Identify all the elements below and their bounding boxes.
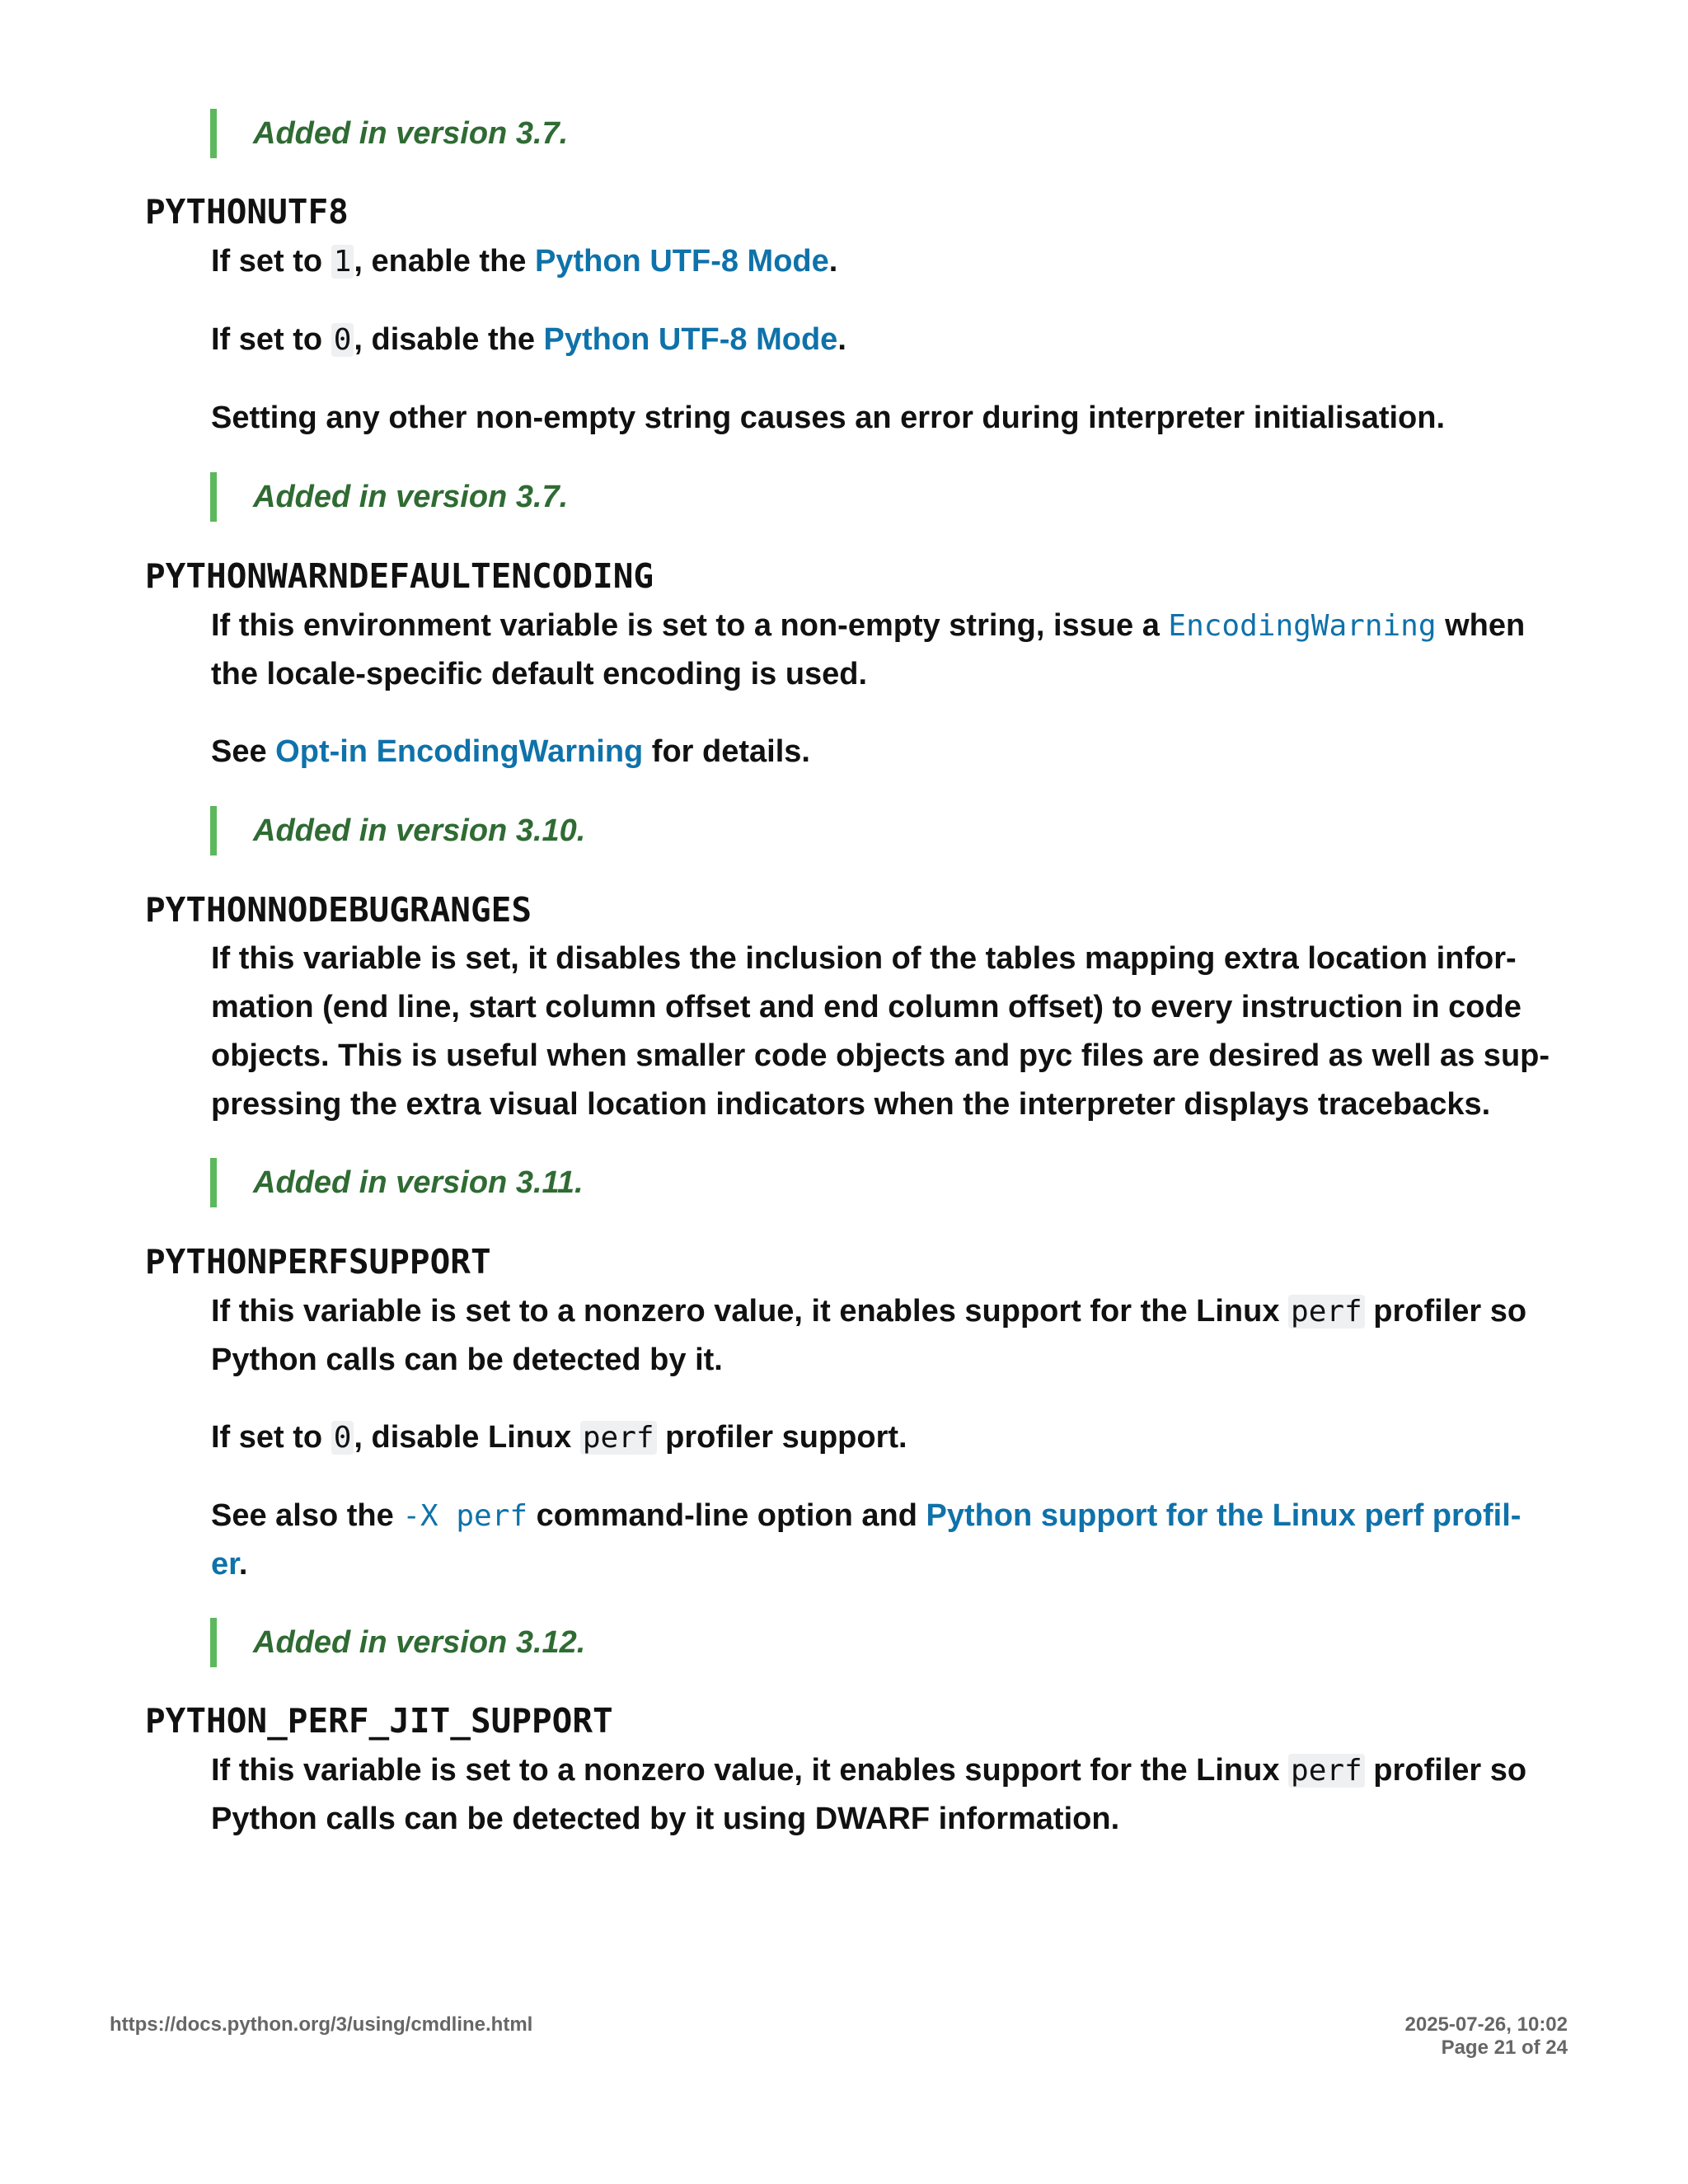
perfjit-paragraph bbox=[211, 1746, 1538, 1844]
version-added-note: Added in version 3.7. bbox=[210, 109, 568, 158]
text: command-line option and bbox=[528, 1498, 926, 1533]
inline-code: perf bbox=[1288, 1754, 1365, 1788]
inline-code: 0 bbox=[331, 323, 354, 357]
perf-paragraph-2 bbox=[211, 1413, 1538, 1462]
link-python-perf-profiler[interactable]: Python support for the Linux perf profil- bbox=[926, 1498, 1522, 1533]
text: Python calls can be detected by it. bbox=[211, 1343, 723, 1377]
env-var-pythonutf8: PYTHONUTF8 bbox=[145, 192, 349, 232]
text: . bbox=[828, 244, 838, 279]
text: . bbox=[238, 1547, 248, 1582]
text: See bbox=[211, 734, 276, 769]
footer-url: https://docs.python.org/3/using/cmdline.html bbox=[110, 2013, 533, 2036]
env-var-pythonperfsupport: PYTHONPERFSUPPORT bbox=[145, 1242, 491, 1282]
link-python-perf-profiler-cont[interactable]: er bbox=[211, 1547, 239, 1582]
text: , enable the bbox=[354, 244, 535, 279]
link-python-utf8-mode[interactable]: Python UTF-8 Mode bbox=[535, 244, 829, 279]
perf-paragraph-1 bbox=[211, 1287, 1538, 1385]
env-var-pythonnodebugranges: PYTHONNODEBUGRANGES bbox=[145, 890, 532, 930]
text: If this environment variable is set to a non-empty string, issue a bbox=[211, 608, 1169, 643]
text: for details. bbox=[643, 734, 810, 769]
version-added-note: Added in version 3.10. bbox=[210, 806, 585, 855]
link-opt-in-encodingwarning[interactable]: Opt-in EncodingWarning bbox=[275, 734, 644, 769]
text: See also the bbox=[211, 1498, 403, 1533]
inline-code: perf bbox=[580, 1421, 657, 1455]
inline-code: perf bbox=[1288, 1295, 1365, 1329]
text: profiler support. bbox=[656, 1420, 907, 1455]
version-added-note: Added in version 3.11. bbox=[210, 1158, 584, 1207]
link-x-perf-option[interactable]: -X perf bbox=[402, 1499, 528, 1533]
text: If set to bbox=[211, 1420, 331, 1455]
footer-meta bbox=[1405, 2013, 1568, 2060]
text: pressing the extra visual location indicators when the interpreter displays tracebacks. bbox=[211, 1087, 1491, 1122]
text: . bbox=[837, 322, 846, 357]
text: the locale-specific default encoding is used. bbox=[211, 657, 868, 691]
footer-page-number: Page 21 of 24 bbox=[1441, 2036, 1568, 2059]
link-python-utf8-mode[interactable]: Python UTF-8 Mode bbox=[543, 322, 838, 357]
utf8-paragraph-1 bbox=[211, 237, 1538, 286]
text: profiler so bbox=[1364, 1294, 1527, 1329]
utf8-paragraph-3: Setting any other non-empty string causes an error during interpreter initialisation. bbox=[211, 401, 1446, 435]
link-encodingwarning[interactable]: EncodingWarning bbox=[1168, 609, 1437, 643]
footer-datetime: 2025-07-26, 10:02 bbox=[1404, 2013, 1568, 2036]
version-added-note: Added in version 3.12. bbox=[210, 1618, 585, 1667]
text: If set to bbox=[211, 322, 331, 357]
inline-code: 1 bbox=[331, 245, 354, 279]
text: objects. This is useful when smaller code objects and pyc files are desired as well as sup- bbox=[211, 1038, 1550, 1073]
warndefault-paragraph-1 bbox=[211, 602, 1538, 699]
text: Python calls can be detected by it using DWARF information. bbox=[211, 1802, 1120, 1836]
text: mation (end line, start column offset and end column offset) to every instruction in code bbox=[211, 990, 1522, 1024]
env-var-pythonwarndefaultencoding: PYTHONWARNDEFAULTENCODING bbox=[145, 556, 654, 596]
text: profiler so bbox=[1364, 1753, 1527, 1788]
nodebug-paragraph bbox=[211, 935, 1550, 1129]
utf8-paragraph-2 bbox=[211, 316, 1538, 364]
version-added-note: Added in version 3.7. bbox=[210, 472, 568, 522]
env-var-python-perf-jit-support: PYTHON_PERF_JIT_SUPPORT bbox=[145, 1701, 613, 1741]
text: If set to bbox=[211, 244, 331, 279]
text: If this variable is set to a nonzero value, it enables support for the Linux bbox=[211, 1294, 1289, 1329]
inline-code: 0 bbox=[331, 1421, 354, 1455]
text: when bbox=[1436, 608, 1526, 643]
text: If this variable is set to a nonzero value, it enables support for the Linux bbox=[211, 1753, 1289, 1788]
text: , disable the bbox=[354, 322, 544, 357]
text: If this variable is set, it disables the inclusion of the tables mapping extra location infor- bbox=[211, 941, 1517, 976]
perf-paragraph-3 bbox=[211, 1492, 1538, 1589]
warndefault-paragraph-2 bbox=[211, 728, 1538, 776]
text: , disable Linux bbox=[354, 1420, 580, 1455]
